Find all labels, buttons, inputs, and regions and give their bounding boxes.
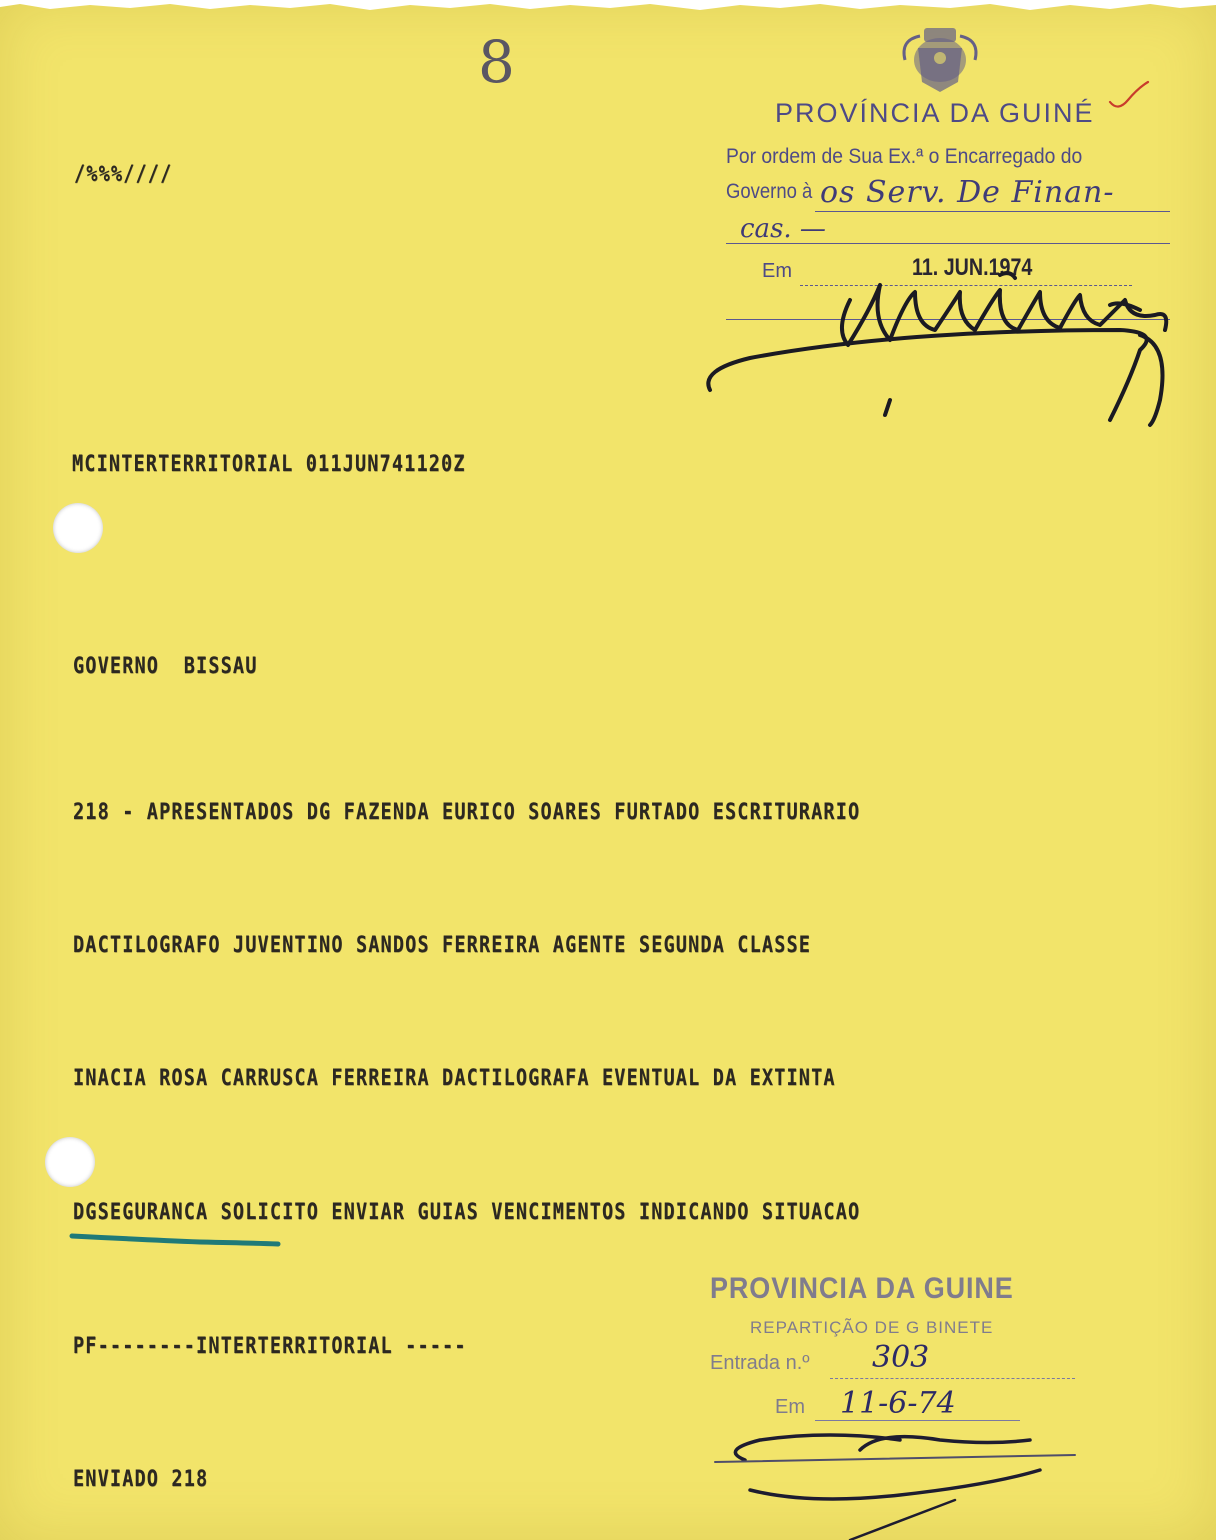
receipt-entrada-label: Entrada n.º xyxy=(710,1352,810,1374)
receipt-entrada-number: 303 xyxy=(872,1340,930,1375)
stamp-date: 11. JUN.1974 xyxy=(912,254,1033,281)
stamp-governo-prefix: Governo à xyxy=(726,180,813,203)
stamp-order-line: Por ordem de Sua Ex.ª o Encarregado do xyxy=(726,145,1083,168)
message-sender: PF--------INTERTERRITORIAL ----- xyxy=(73,1334,467,1359)
receipt-rule-2 xyxy=(815,1420,1020,1421)
stamp-rule-4 xyxy=(726,319,1170,320)
receipt-rule-1 xyxy=(830,1378,1075,1379)
handwritten-dept-line-2: cas. — xyxy=(740,214,826,244)
handwritten-dept-line-1: os Serv. De Finan- xyxy=(820,175,1115,210)
punch-hole-bottom xyxy=(45,1137,95,1187)
stamp-rule-1 xyxy=(815,211,1170,212)
stamp-rule-2 xyxy=(726,243,1170,244)
message-recipient: GOVERNO BISSAU xyxy=(73,654,258,679)
signature xyxy=(0,0,1216,440)
punch-hole-top xyxy=(53,503,103,553)
torn-edge xyxy=(0,0,1216,14)
message-body-line: DACTILOGRAFO JUVENTINO SANDOS FERREIRA AGENTE SEGUNDA CLASSE xyxy=(73,933,812,958)
stamp-province-title: PROVÍNCIA DA GUINÉ xyxy=(775,98,1095,128)
message-footer: ENVIADO 218 xyxy=(73,1467,209,1492)
receipt-stamp-department: REPARTIÇÃO DE G BINETE xyxy=(750,1318,994,1337)
message-header: MCINTERTERRITORIAL 011JUN741120Z xyxy=(72,452,466,477)
message-body-line: 218 - APRESENTADOS DG FAZENDA EURICO SOARES FURTADO ESCRITURARIO xyxy=(73,800,861,825)
page-number-annotation: 8 xyxy=(478,28,515,96)
reference-marks: /%%%//// xyxy=(74,162,173,187)
receipt-stamp-province: PROVINCIA DA GUINE xyxy=(710,1272,1014,1305)
receipt-em-label: Em xyxy=(775,1396,805,1418)
stamp-em-label: Em xyxy=(762,260,792,282)
stamp-rule-3 xyxy=(800,285,1132,286)
receipt-date: 11-6-74 xyxy=(840,1386,956,1421)
message-body-line: INACIA ROSA CARRUSCA FERREIRA DACTILOGRAFA EVENTUAL DA EXTINTA xyxy=(73,1066,836,1091)
message-body-line: DGSEGURANCA SOLICITO ENVIAR GUIAS VENCIMENTOS INDICANDO SITUACAO xyxy=(73,1200,861,1225)
